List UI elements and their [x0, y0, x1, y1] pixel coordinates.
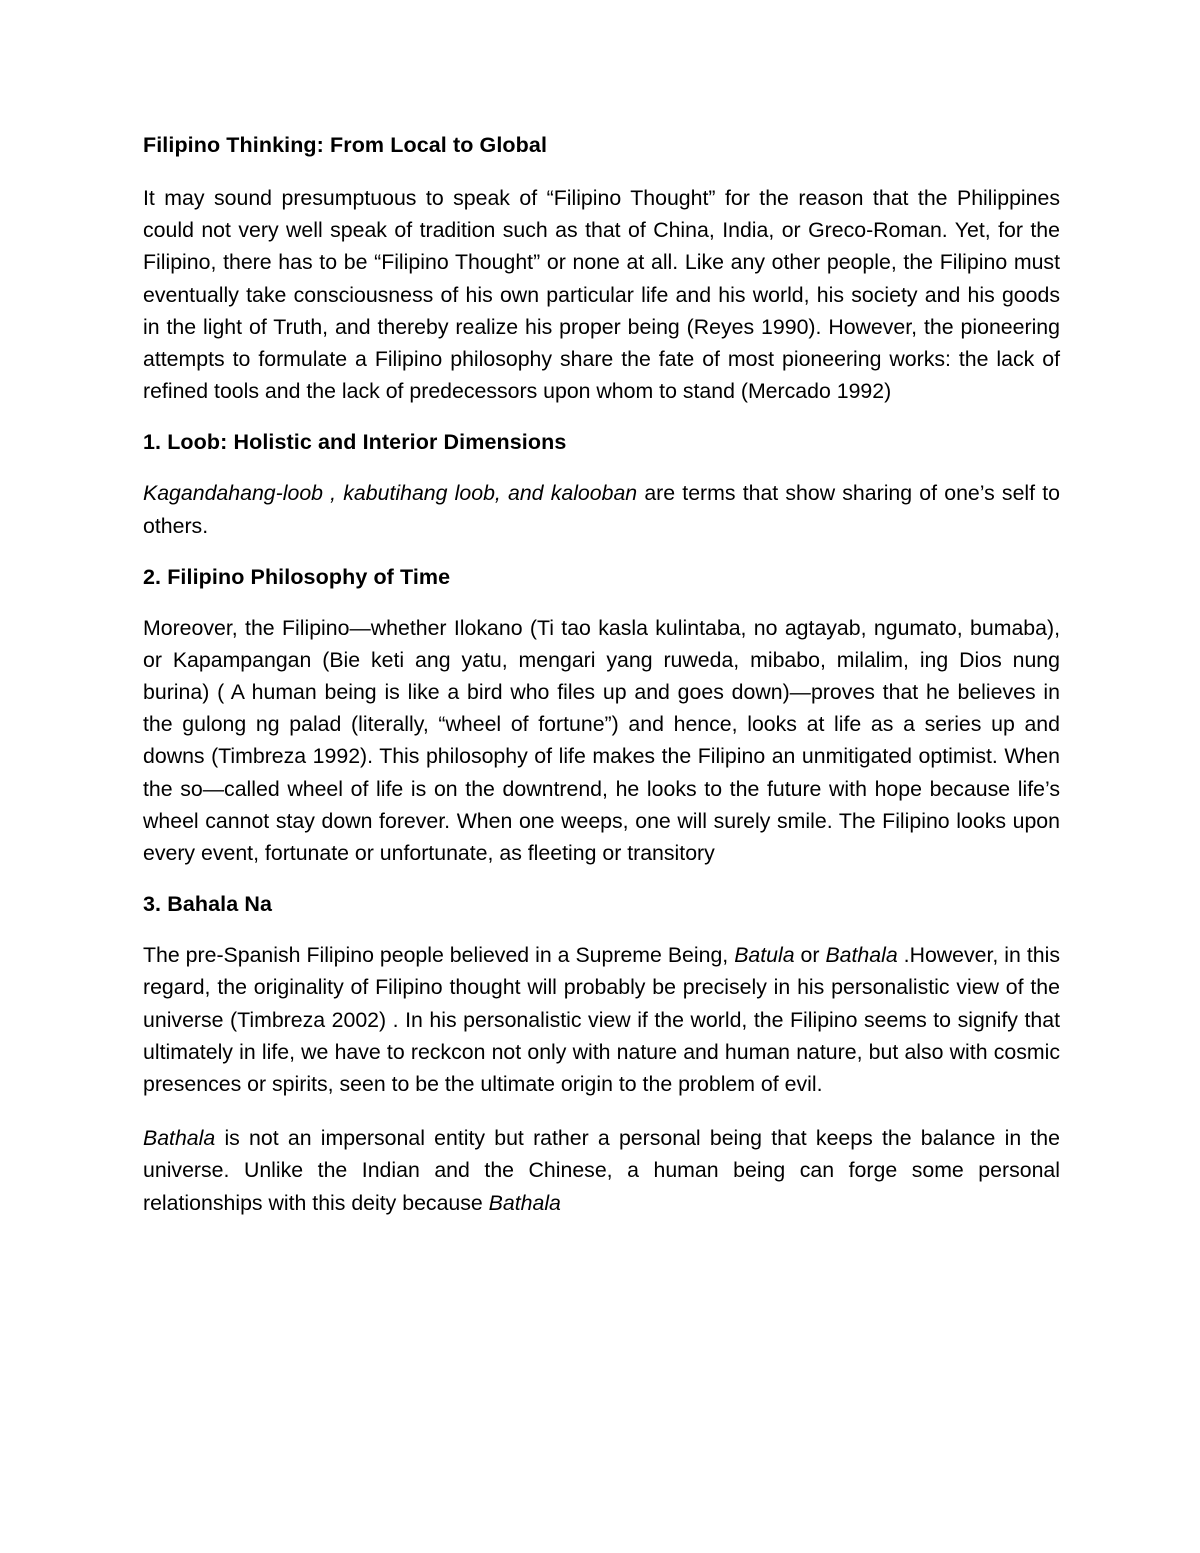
term-bathala: Bathala — [825, 943, 898, 968]
section-3-p2-run-1: is not an impersonal entity but rather a personal being that keeps the balance in the universe. Unlike the Indian and the Chinese, a human being can forge some personal relationships with this deity because — [143, 1126, 1060, 1215]
section-1-paragraph — [143, 477, 1060, 541]
term-bathala-lead: Bathala — [143, 1126, 216, 1151]
term-bathala-trail: Bathala — [488, 1190, 561, 1215]
section-3-p1-run-0: The pre-Spanish Filipino people believed in a Supreme Being, — [143, 943, 735, 968]
section-3-heading: 3. Bahala Na — [143, 892, 273, 917]
section-3-p1-run-2: or — [794, 943, 826, 968]
document-body — [143, 132, 1060, 1219]
section-3-p1-run-4: .However, in this regard, the originality of Filipino thought will probably be precisely in his personalistic view of the universe (Timbreza 2002) . In his personalistic view if the world, the Filipino seems to signify that ultimately in life, we have to reckcon not only with nature and human nature, but also with cosmic presences or spirits, seen to be the ultimate origin to the problem of evil. — [143, 943, 1060, 1097]
term-batula: Batula — [734, 943, 795, 968]
section-3-paragraph-2 — [143, 1122, 1060, 1219]
section-1-heading: 1. Loob: Holistic and Interior Dimensions — [143, 430, 567, 455]
intro-paragraph: It may sound presumptuous to speak of “Filipino Thought” for the reason that the Philippines could not very well speak of tradition such as that of China, India, or Greco-Roman. Yet, for the Filipino, there has to be “Filipino Thought” or none at all. Like any other people, the Filipino must eventually take consciousness of his own particular life and his world, his society and his goods in the light of Truth, and thereby realize his proper being (Reyes 1990). However, the pioneering attempts to formulate a Filipino philosophy share the fate of most pioneering works: the lack of refined tools and the lack of predecessors upon whom to stand (Mercado 1992) — [143, 185, 1060, 404]
section-3-paragraph-1 — [143, 939, 1060, 1100]
section-2-paragraph: Moreover, the Filipino—whether Ilokano (Ti tao kasla kulintaba, no agtayab, ngumato, bumaba), or Kapampangan (Bie keti ang yatu, mengari yang ruweda, mibabo, milalim, ing Dios nung burina) ( A human being is like a bird who files up and goes down)—proves that he believes in the gulong ng palad (literally, “wheel of fortune”) and hence, looks at life as a series up and downs (Timbreza 1992). This philosophy of life makes the Filipino an unmitigated optimist. When the so—called wheel of life is on the downtrend, he looks to the future with hope because life’s wheel cannot stay down forever. When one weeps, one will surely smile. The Filipino looks upon every event, fortunate or unfortunate, as fleeting or transitory — [143, 615, 1060, 866]
page-title: Filipino Thinking: From Local to Global — [143, 133, 548, 157]
term-loob-group: Kagandahang-loob , kabutihang loob, and kalooban — [143, 481, 638, 506]
section-1-paragraph-tail: are terms that show sharing of one’s self to others. — [143, 481, 1061, 538]
section-2-heading: 2. Filipino Philosophy of Time — [143, 564, 451, 589]
